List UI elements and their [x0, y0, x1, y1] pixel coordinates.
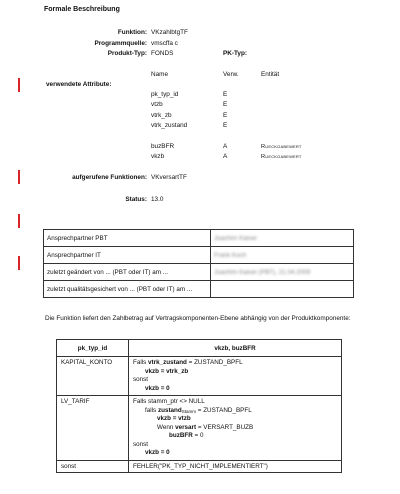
info-table	[43, 229, 354, 298]
code-text: falls	[145, 406, 158, 414]
col-entitaet-header: Entität	[261, 71, 280, 78]
code-text: Wenn	[157, 423, 176, 431]
table-row	[57, 396, 342, 461]
info-label: zuletzt geändert von ... (PBT oder IT) am ...	[44, 264, 211, 281]
description-text: Die Funktion liefert den Zahlbetrag auf Vertragskomponenten-Ebene abhängig von der Produktkomponente:	[45, 315, 351, 322]
attr-verw: A	[223, 143, 228, 150]
code-text: Falls	[133, 359, 149, 366]
table-row	[44, 247, 354, 264]
col-verw-header: Verw.	[223, 71, 239, 78]
code-line: vkzb = vtrk_zb	[145, 367, 189, 375]
code-line: sonst	[133, 376, 149, 383]
change-marker	[18, 170, 20, 184]
code-line: vkzb = vtzb	[157, 415, 191, 422]
info-value	[211, 230, 354, 247]
attr-entitaet: Rueckgabewert	[261, 144, 302, 150]
attr-verw: E	[223, 91, 228, 98]
code-line: vkzb = 0	[145, 449, 170, 456]
info-value	[211, 281, 354, 298]
code-line: vkzb = 0	[145, 384, 170, 392]
code-subscript: Stamm	[181, 408, 197, 414]
table-row	[57, 357, 342, 396]
code-keyword: versart	[175, 423, 197, 431]
row-logic	[129, 396, 342, 461]
row-key: sonst	[57, 460, 129, 472]
attr-name: vkzb	[151, 153, 165, 160]
code-text: = ZUSTAND_BPFL	[196, 406, 252, 414]
attr-name: buzBFR	[151, 143, 175, 150]
code-text: = 0	[192, 432, 204, 439]
attr-name: pk_typ_id	[151, 91, 179, 98]
pktyp-header: PK-Typ:	[223, 50, 248, 57]
code-text: = ZUSTAND_BPFL	[186, 359, 243, 366]
row-key: LV_TARIF	[57, 396, 129, 461]
column-header: vkzb, buzBFR	[129, 340, 342, 357]
attr-verw: E	[223, 101, 228, 108]
code-keyword: vtrk_zustand	[148, 359, 187, 366]
row-logic: FEHLER("PK_TYP_NICHT_IMPLEMENTIERT")	[129, 460, 342, 472]
programmquelle-label: Programmquelle:	[94, 40, 147, 47]
attr-entitaet: Rueckgabewert	[261, 154, 302, 160]
row-logic	[129, 357, 342, 396]
status-value: 13.0	[151, 196, 164, 203]
produkttyp-label: Produkt-Typ:	[107, 50, 147, 57]
change-marker	[18, 78, 20, 92]
info-value	[211, 264, 354, 281]
table-row	[44, 230, 354, 247]
redacted-value: Joachim Kaiser (PBT), 21.04.2009	[214, 268, 311, 276]
status-label: Status:	[125, 196, 147, 203]
redacted-value: Joachim Kaiser	[214, 234, 258, 242]
table-header-row	[57, 340, 342, 357]
table-row	[44, 264, 354, 281]
code-text: = VERSART_BUZB	[196, 423, 254, 431]
change-marker	[18, 214, 20, 228]
table-row	[44, 281, 354, 298]
attr-name: vtrk_zb	[151, 112, 172, 119]
funktion-value: VKzahlbtgTF	[151, 29, 188, 36]
code-keyword: zustand	[157, 406, 182, 414]
called-functions-label: aufgerufene Funktionen:	[72, 174, 147, 181]
produkttyp-value: FONDS	[151, 50, 174, 57]
called-functions-value: VKversartTF	[151, 174, 187, 181]
funktion-label: Funktion:	[117, 29, 147, 36]
info-value	[211, 247, 354, 264]
code-line: Falls stamm_ptr <> NULL	[133, 398, 205, 405]
function-table	[56, 339, 342, 473]
redacted-value: Frank Koch	[214, 251, 247, 259]
attr-verw: A	[223, 153, 228, 160]
code-keyword: buzBFR	[169, 432, 193, 439]
info-label: Ansprechpartner PBT	[44, 230, 211, 247]
attr-verw: E	[223, 122, 228, 129]
attributes-label: verwendete Attribute:	[46, 81, 112, 88]
table-row	[57, 460, 342, 472]
attr-name: vtzb	[151, 101, 163, 108]
row-key: KAPITAL_KONTO	[57, 357, 129, 396]
attr-verw: E	[223, 112, 228, 119]
page-heading: Formale Beschreibung	[44, 6, 120, 13]
col-name-header: Name	[151, 71, 169, 78]
attr-name: vtrk_zustand	[151, 122, 188, 129]
info-label: zuletzt qualitätsgesichert von ... (PBT oder IT) am ...	[44, 281, 211, 298]
programmquelle-value: vmscffa c	[151, 40, 178, 47]
info-label: Ansprechpartner IT	[44, 247, 211, 264]
column-header: pk_typ_id	[57, 340, 129, 357]
change-marker	[18, 256, 20, 270]
code-line: sonst	[133, 440, 149, 448]
